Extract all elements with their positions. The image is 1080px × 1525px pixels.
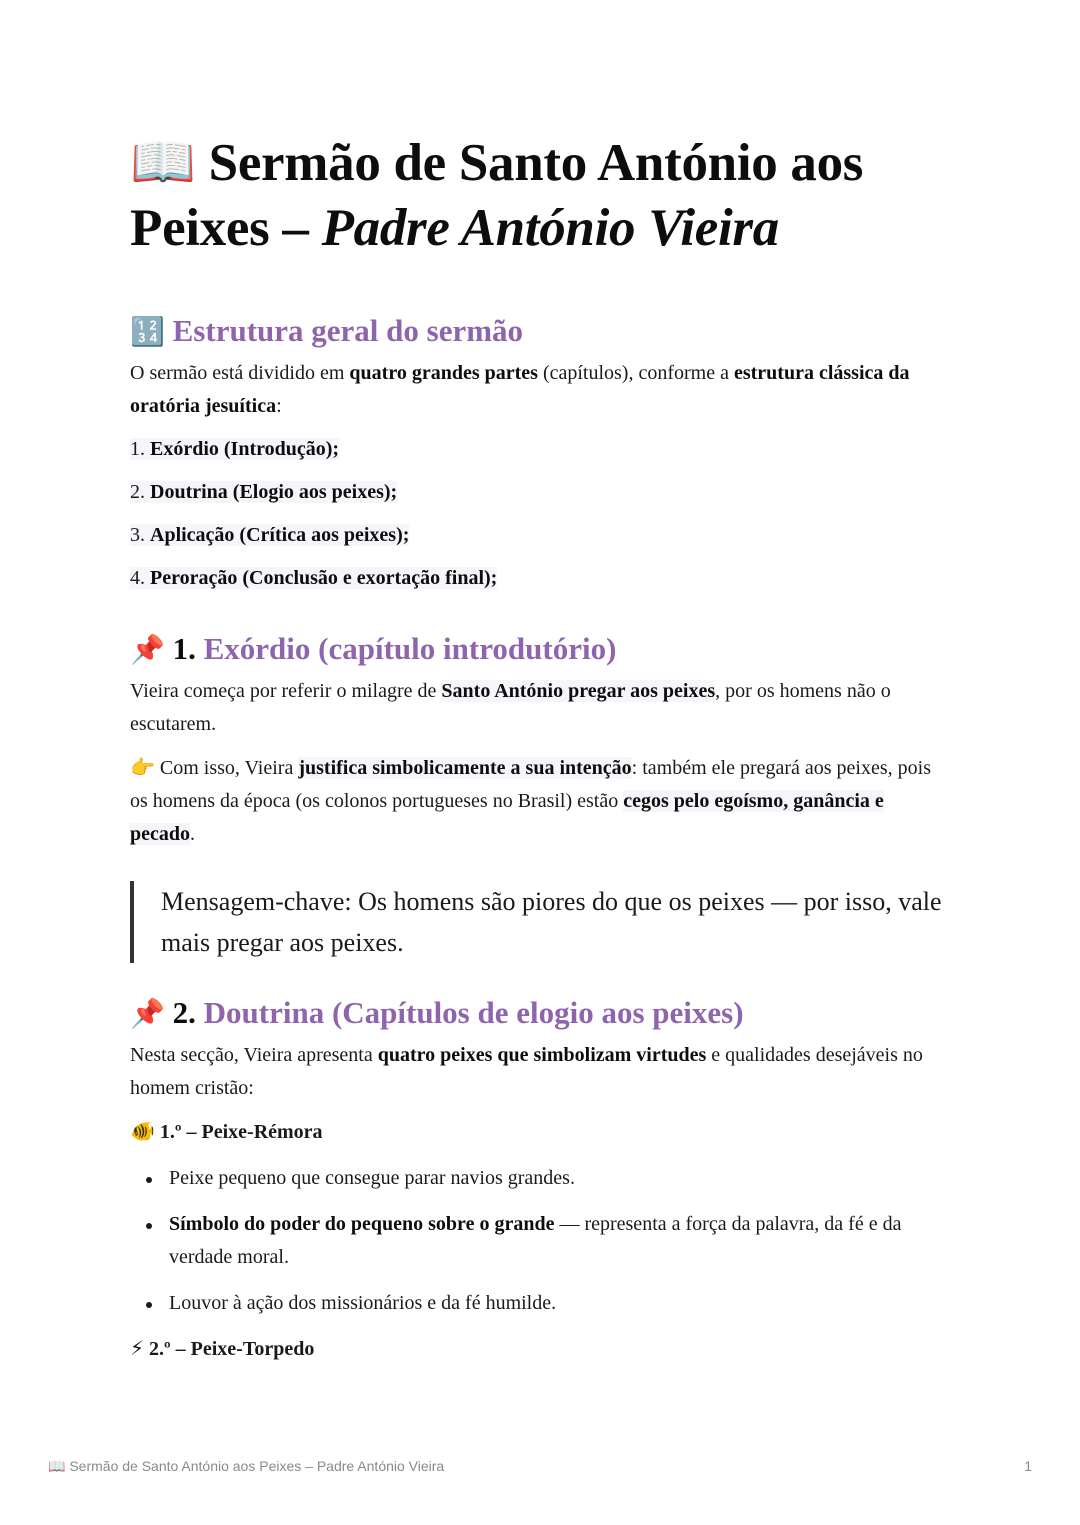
text: , por os homens não o escutarem. <box>130 680 891 735</box>
fish-heading-torpedo <box>130 1332 952 1366</box>
page-title <box>130 130 952 261</box>
open-book-icon: 📖 <box>130 132 196 193</box>
estrutura-intro <box>130 357 952 423</box>
footer-title <box>48 1458 444 1475</box>
text: e qualidades desejáveis no homem cristão: <box>130 1044 923 1099</box>
bold-text: justifica simbolicamente a sua intenção <box>298 757 632 779</box>
title-main: Sermão de Santo António aos Peixes – <box>130 134 864 257</box>
doutrina-intro <box>130 1039 952 1105</box>
item-number: 2. <box>130 481 150 503</box>
pushpin-icon: 📌 <box>130 633 165 666</box>
heading-exordio <box>130 629 952 670</box>
page-number: 1 <box>1024 1458 1032 1474</box>
text: : <box>276 395 282 417</box>
list-item <box>130 1287 952 1320</box>
heading-text: Doutrina (Capítulos de elogio aos peixes) <box>203 995 744 1030</box>
key-message-quote: Mensagem-chave: Os homens são piores do que os peixes — por isso, vale mais pregar aos peixes. <box>130 881 952 963</box>
bold-text: quatro peixes que simbolizam virtudes <box>377 1044 707 1066</box>
list-item <box>130 1162 952 1195</box>
item-number: 4. <box>130 567 150 589</box>
heading-text: Exórdio (capítulo introdutório) <box>203 631 617 666</box>
list-item <box>130 519 952 552</box>
item-label: Doutrina (Elogio aos peixes); <box>150 481 398 503</box>
bullet-text: Peixe pequeno que consegue parar navios grandes. <box>169 1167 575 1189</box>
list-item <box>130 476 952 509</box>
text: Com isso, Vieira <box>154 757 299 779</box>
bold-text: Símbolo do poder do pequeno sobre o grande <box>169 1213 555 1235</box>
bullet-text: Louvor à ação dos missionários e da fé humilde. <box>169 1292 557 1314</box>
tropical-fish-icon: 🐠 <box>130 1119 155 1143</box>
heading-doutrina <box>130 993 952 1034</box>
page-footer <box>48 1458 1032 1475</box>
text: . <box>190 823 195 845</box>
item-number: 1. <box>130 438 150 460</box>
heading-number: 1. <box>172 631 204 666</box>
footer-title-text: Sermão de Santo António aos Peixes – Padre António Vieira <box>69 1458 445 1474</box>
open-book-icon: 📖 <box>48 1459 66 1475</box>
list-item <box>130 433 952 466</box>
text: (capítulos), conforme a <box>537 362 734 384</box>
fish-heading-remora <box>130 1115 952 1149</box>
pointing-hand-icon: 👉 <box>130 755 155 779</box>
title-author: Padre António Vieira <box>321 199 779 257</box>
structure-list <box>130 433 952 595</box>
exordio-paragraph-1 <box>130 675 952 741</box>
fish-label: 1.º – Peixe-Rémora <box>159 1121 323 1143</box>
text: : também ele pregará aos peixes, pois os homens da época (os colonos portugueses no Brasil) estão <box>130 757 931 812</box>
list-item <box>130 562 952 595</box>
bold-text: quatro grandes partes <box>349 362 538 384</box>
numbers-icon: 🔢 <box>130 315 165 348</box>
heading-text: Estrutura geral do sermão <box>172 313 524 348</box>
item-label: Aplicação (Crítica aos peixes); <box>150 524 410 546</box>
lightning-icon: ⚡ <box>130 1336 145 1360</box>
heading-estrutura <box>130 311 952 352</box>
text: O sermão está dividido em <box>130 362 350 384</box>
bold-text: estrutura clássica da oratória jesuítica <box>130 362 910 417</box>
text: Vieira começa por referir o milagre de <box>130 680 442 702</box>
item-label: Peroração (Conclusão e exortação final); <box>150 567 498 589</box>
pushpin-icon: 📌 <box>130 997 165 1030</box>
text: Nesta secção, Vieira apresenta <box>130 1044 378 1066</box>
exordio-paragraph-2 <box>130 751 952 851</box>
document-page <box>130 130 952 1366</box>
bullet-text: — representa a força da palavra, da fé e da verdade moral. <box>169 1213 902 1268</box>
remora-bullets <box>130 1162 952 1320</box>
list-item <box>130 1208 952 1274</box>
heading-number: 2. <box>172 995 204 1030</box>
item-label: Exórdio (Introdução); <box>150 438 340 460</box>
bold-text: Santo António pregar aos peixes <box>441 680 716 702</box>
fish-label: 2.º – Peixe-Torpedo <box>149 1338 315 1360</box>
bold-text: cegos pelo egoísmo, ganância e pecado <box>130 790 884 845</box>
item-number: 3. <box>130 524 150 546</box>
